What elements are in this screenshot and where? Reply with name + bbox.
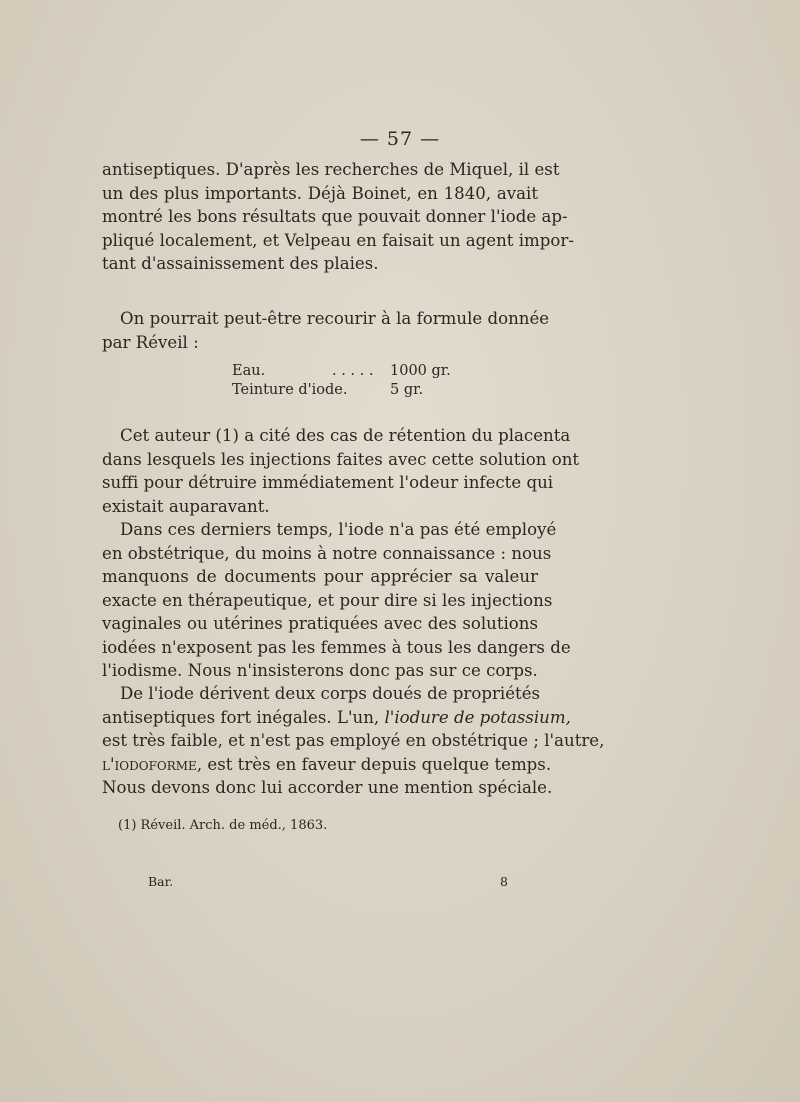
page-footer: [148, 874, 508, 889]
formula-ingredient: Eau.: [232, 363, 266, 379]
small-caps-term: l'iodoforme: [102, 754, 197, 774]
page-number: — 57 —: [359, 128, 441, 150]
text-line: un des plus importants. Déjà Boinet, en 1840, avait: [102, 183, 538, 203]
text-span: , est très en faveur depuis quelque temps.: [196, 754, 552, 774]
text-line: Dans ces derniers temps, l'iode n'a pas été employé: [120, 520, 557, 539]
formula-quantity: 1000 gr.: [390, 363, 451, 379]
formula-ingredient: Teinture d'iode.: [232, 382, 348, 398]
text-span: antiseptiques fort inégales. L'un,: [102, 707, 385, 727]
text-line: vaginales ou utérines pratiquées avec des solutions: [102, 614, 538, 633]
text-line: [102, 706, 571, 730]
text-line: iodées n'exposent pas les femmes à tous les dangers de: [102, 637, 571, 657]
text-line: par Réveil :: [102, 332, 199, 352]
text-line: [102, 753, 552, 777]
text-line: l'iodisme. Nous n'insisterons donc pas sur ce corps.: [102, 661, 538, 680]
signature-mark: Bar.: [148, 874, 174, 889]
text-line: On pourrait peut-être recourir à la formule donnée: [120, 309, 550, 328]
italic-term: l'iodure de potassium,: [384, 707, 571, 727]
text-line: pliqué localement, et Velpeau en faisait un agent impor-: [102, 230, 574, 250]
paragraph-2: [102, 307, 550, 354]
gathering-number: 8: [500, 874, 508, 889]
text-line: suffi pour détruire immédiatement l'odeur infecte qui: [102, 473, 554, 492]
text-line: en obstétrique, du moins à notre connaissance : nous: [102, 543, 552, 563]
paragraph-1: [102, 158, 574, 276]
text-line: existait auparavant.: [102, 496, 270, 516]
formula-table: [232, 362, 460, 400]
formula-dots: . . . . .: [332, 363, 374, 379]
text-line: montré les bons résultats que pouvait donner l'iode ap-: [102, 207, 568, 226]
text-line: est très faible, et n'est pas employé en obstétrique ; l'autre,: [102, 731, 605, 750]
paragraph-4: [102, 518, 571, 683]
paragraph-5: [102, 682, 605, 800]
text-line: exacte en thérapeutique, et pour dire si les injections: [102, 590, 553, 610]
formula-quantity: 5 gr.: [390, 382, 424, 398]
formula-row: [232, 362, 460, 381]
text-line: Cet auteur (1) a cité des cas de rétention du placenta: [120, 426, 571, 445]
formula-row: [232, 381, 460, 400]
text-line: tant d'assainissement des plaies.: [102, 254, 379, 273]
text-line: De l'iode dérivent deux corps doués de propriétés: [120, 684, 541, 703]
text-line: antiseptiques. D'après les recherches de Miquel, il est: [102, 160, 560, 179]
text-line: dans lesquels les injections faites avec cette solution ont: [102, 449, 580, 469]
footnote: (1) Réveil. Arch. de méd., 1863.: [118, 818, 328, 833]
text-line: manquons de documents pour apprécier sa valeur: [102, 567, 538, 586]
text-line: Nous devons donc lui accorder une mention spéciale.: [102, 778, 553, 797]
paragraph-3: [102, 424, 580, 518]
